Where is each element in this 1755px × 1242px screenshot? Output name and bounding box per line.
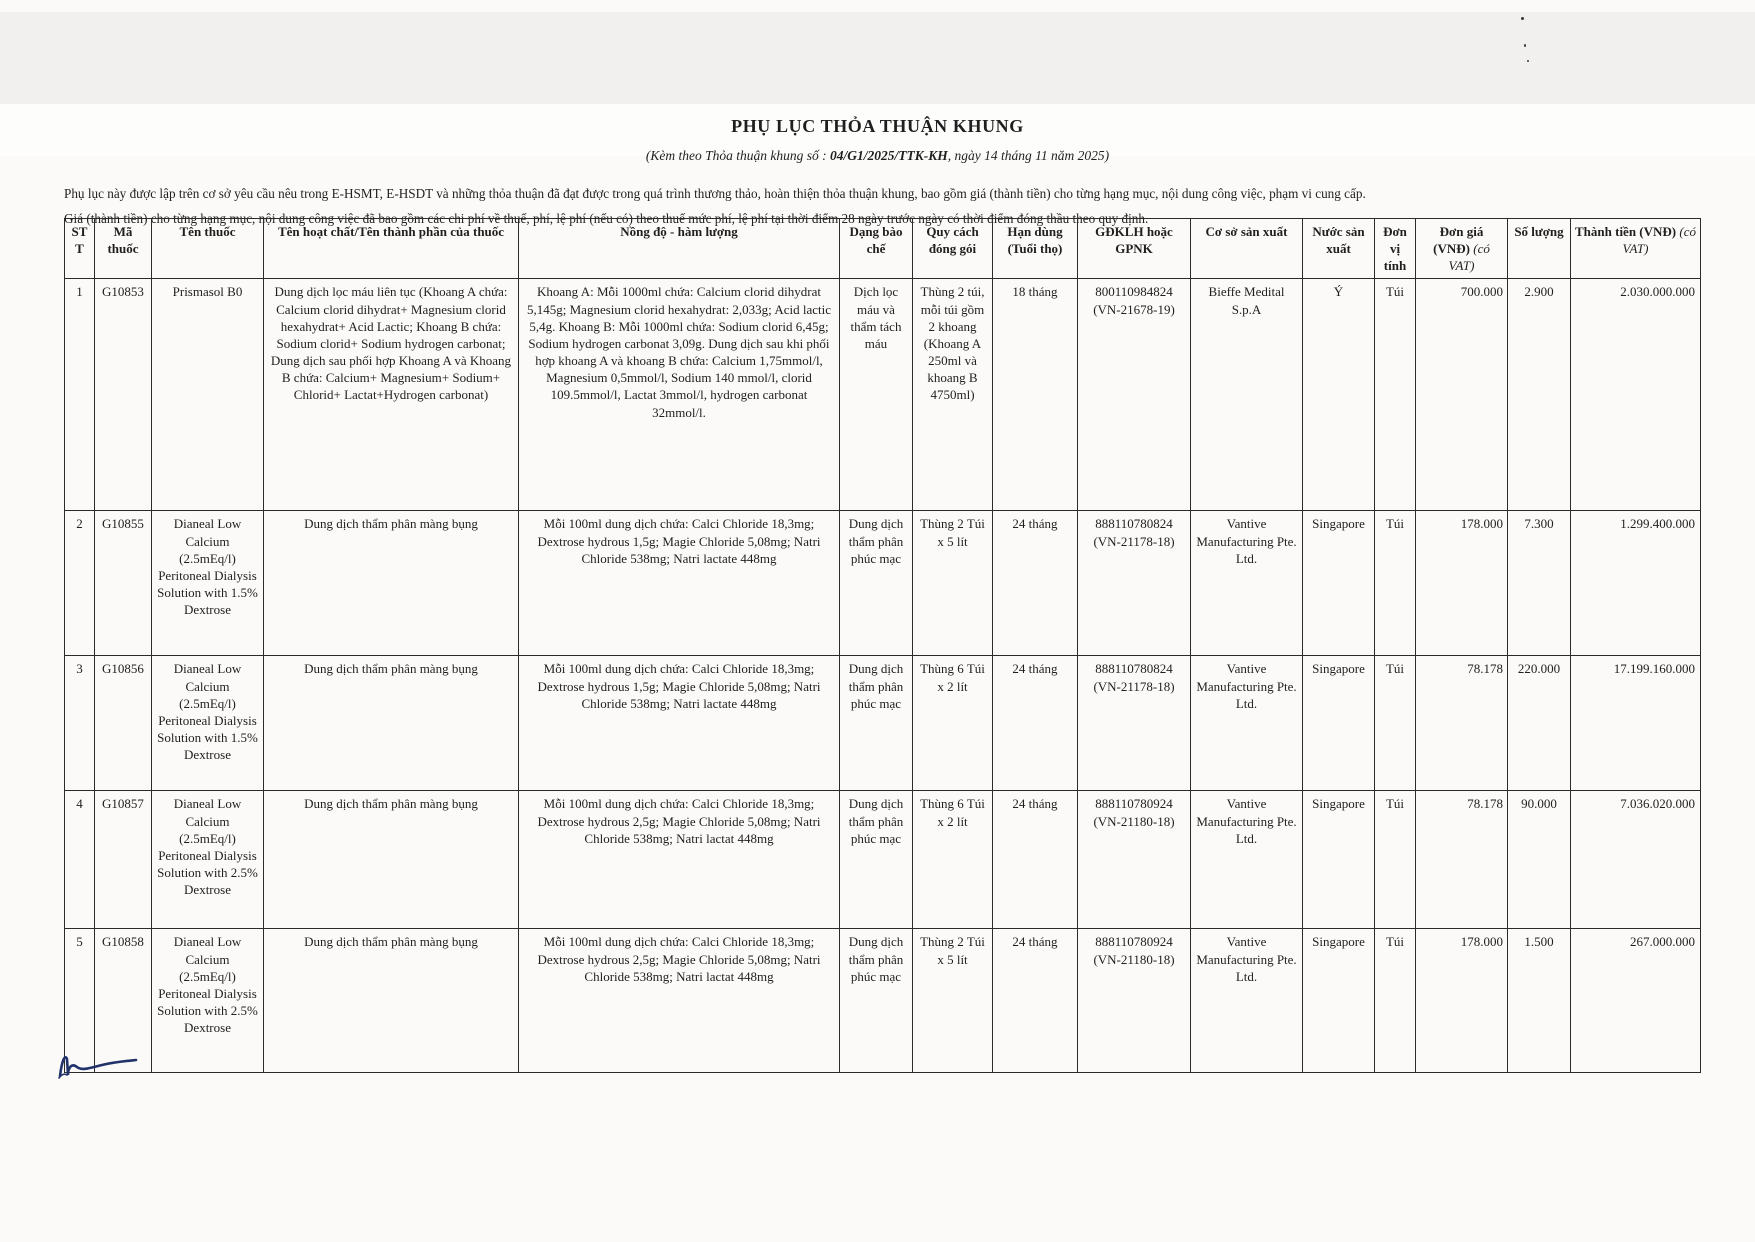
cell-nong-do: Mỗi 100ml dung dịch chứa: Calci Chloride 18,3mg; Dextrose hydrous 1,5g; Magie Chloride 5,08mg; Natri Chloride 538mg; Natri lactate 448mg xyxy=(519,511,840,656)
cell-gdklh-gpnk: 800110984824 (VN-21678-19) xyxy=(1078,279,1191,511)
cell-ma-thuoc: G10857 xyxy=(95,791,152,929)
column-header-label: Cơ sở sản xuất xyxy=(1205,224,1288,239)
column-header-label: Quy cách đóng gói xyxy=(926,224,979,257)
cell-nong-do: Mỗi 100ml dung dịch chứa: Calci Chloride 18,3mg; Dextrose hydrous 2,5g; Magie Chloride 5,08mg; Natri Chloride 538mg; Natri lactat 448mg xyxy=(519,929,840,1073)
cell-hoat-chat: Dung dịch thẩm phân màng bụng xyxy=(264,791,519,929)
cell-dang-bao-che: Dung dịch thẩm phân phúc mạc xyxy=(840,929,913,1073)
scan-artifact-band xyxy=(0,12,1755,104)
cell-quy-cach-dong-goi: Thùng 2 túi, mỗi túi gồm 2 khoang (Khoang A 250ml và khoang B 4750ml) xyxy=(913,279,993,511)
cell-nuoc-san-xuat: Ý xyxy=(1303,279,1375,511)
cell-ma-thuoc: G10853 xyxy=(95,279,152,511)
cell-co-so-san-xuat: Vantive Manufacturing Pte. Ltd. xyxy=(1191,929,1303,1073)
cell-stt: 1 xyxy=(65,279,95,511)
column-header-han-dung xyxy=(993,219,1078,279)
column-header-label: Đơn giá (VNĐ) xyxy=(1433,224,1484,257)
cell-nong-do: Mỗi 100ml dung dịch chứa: Calci Chloride 18,3mg; Dextrose hydrous 1,5g; Magie Chloride 5,08mg; Natri Chloride 538mg; Natri lactate 448mg xyxy=(519,656,840,791)
cell-ten-thuoc: Dianeal Low Calcium (2.5mEq/l) Peritoneal Dialysis Solution with 1.5% Dextrose xyxy=(152,511,264,656)
column-header-label: Tên hoạt chất/Tên thành phần của thuốc xyxy=(277,224,505,239)
cell-ten-thuoc: Prismasol B0 xyxy=(152,279,264,511)
cell-gdklh-gpnk: 888110780824 (VN-21178-18) xyxy=(1078,656,1191,791)
cell-ma-thuoc: G10856 xyxy=(95,656,152,791)
cell-nong-do: Mỗi 100ml dung dịch chứa: Calci Chloride 18,3mg; Dextrose hydrous 2,5g; Magie Chloride 5,08mg; Natri Chloride 538mg; Natri lactat 448mg xyxy=(519,791,840,929)
cell-nuoc-san-xuat: Singapore xyxy=(1303,791,1375,929)
table-row xyxy=(65,656,1701,791)
cell-co-so-san-xuat: Bieffe Medital S.p.A xyxy=(1191,279,1303,511)
column-header-label: Đơn vị tính xyxy=(1383,224,1407,274)
column-header-sublabel: (có VAT) xyxy=(1622,224,1696,257)
column-header-don-vi-tinh xyxy=(1375,219,1416,279)
cell-han-dung: 18 tháng xyxy=(993,279,1078,511)
cell-dang-bao-che: Dịch lọc máu và thẩm tách máu xyxy=(840,279,913,511)
column-header-label: Tên thuốc xyxy=(179,224,236,239)
subtitle-suffix: , ngày 14 tháng 11 năm 2025) xyxy=(947,148,1110,163)
column-header-thanh-tien xyxy=(1571,219,1701,279)
cell-hoat-chat: Dung dịch thẩm phân màng bụng xyxy=(264,511,519,656)
cell-so-luong: 7.300 xyxy=(1508,511,1571,656)
cell-ma-thuoc: G10855 xyxy=(95,511,152,656)
cell-han-dung: 24 tháng xyxy=(993,511,1078,656)
page-title: PHỤ LỤC THỎA THUẬN KHUNG xyxy=(731,116,1024,136)
cell-thanh-tien: 2.030.000.000 xyxy=(1571,279,1701,511)
table-row xyxy=(65,929,1701,1073)
column-header-hoat-chat xyxy=(264,219,519,279)
cell-gdklh-gpnk: 888110780824 (VN-21178-18) xyxy=(1078,511,1191,656)
column-header-sublabel: (có VAT) xyxy=(1448,241,1490,274)
column-header-co-so-san-xuat xyxy=(1191,219,1303,279)
cell-ten-thuoc: Dianeal Low Calcium (2.5mEq/l) Peritoneal Dialysis Solution with 1.5% Dextrose xyxy=(152,656,264,791)
cell-han-dung: 24 tháng xyxy=(993,656,1078,791)
column-header-dang-bao-che xyxy=(840,219,913,279)
cell-nong-do: Khoang A: Mỗi 1000ml chứa: Calcium clorid dihydrat 5,145g; Magnesium clorid hexahydrat: 2,033g; Acid lactic 5,4g. Khoang B: Mỗi 1000ml chứa: Sodium clorid 6,45g; Sodium hydrogen carbonat 3,09g. Dung dịch sau khi phối hợp khoang A và khoang B chứa: Calcium 1,75mmol/l, Magnesium 0,5mmol/l, Sodium 140 mmol/l, clorid 109.5mmol/l, Lactat 3mmol/l, hydrogen carbonat 32mmol/l. xyxy=(519,279,840,511)
cell-gdklh-gpnk: 888110780924 (VN-21180-18) xyxy=(1078,791,1191,929)
cell-thanh-tien: 267.000.000 xyxy=(1571,929,1701,1073)
document-subtitle xyxy=(0,148,1755,164)
handwritten-signature-ink xyxy=(52,1042,142,1088)
cell-so-luong: 2.900 xyxy=(1508,279,1571,511)
cell-ten-thuoc: Dianeal Low Calcium (2.5mEq/l) Peritoneal Dialysis Solution with 2.5% Dextrose xyxy=(152,791,264,929)
cell-don-vi-tinh: Túi xyxy=(1375,656,1416,791)
cell-dang-bao-che: Dung dịch thẩm phân phúc mạc xyxy=(840,791,913,929)
cell-nuoc-san-xuat: Singapore xyxy=(1303,929,1375,1073)
table-row xyxy=(65,511,1701,656)
column-header-don-gia xyxy=(1416,219,1508,279)
table-row xyxy=(65,279,1701,511)
scan-speck xyxy=(1524,44,1526,47)
cell-don-vi-tinh: Túi xyxy=(1375,511,1416,656)
cell-stt: 2 xyxy=(65,511,95,656)
table-row xyxy=(65,791,1701,929)
intro-line-2: Giá (thành tiền) cho từng hạng mục, nội dung công việc đã bao gồm các chi phí về thuế, phí, lệ phí (nếu có) theo thuế mức phí, lệ phí tại thời điểm 28 ngày trước ngày có thời điểm đóng thầu theo quy định. xyxy=(64,211,1149,226)
cell-thanh-tien: 17.199.160.000 xyxy=(1571,656,1701,791)
cell-co-so-san-xuat: Vantive Manufacturing Pte. Ltd. xyxy=(1191,511,1303,656)
cell-don-gia: 178.000 xyxy=(1416,511,1508,656)
table-header-row xyxy=(65,219,1701,279)
cell-don-gia: 78.178 xyxy=(1416,791,1508,929)
cell-dang-bao-che: Dung dịch thẩm phân phúc mạc xyxy=(840,511,913,656)
column-header-label: STT xyxy=(71,224,88,257)
intro-line-1: Phụ lục này được lập trên cơ sở yêu cầu nêu trong E-HSMT, E-HSDT và những thỏa thuận đã đạt được trong quá trình thương thảo, hoàn thiện thỏa thuận khung, bao gồm giá (thành tiền) cho từng hạng mục, nội dung công việc, phạm vi cung cấp. xyxy=(64,186,1366,201)
column-header-ten-thuoc xyxy=(152,219,264,279)
column-header-stt xyxy=(65,219,95,279)
cell-han-dung: 24 tháng xyxy=(993,791,1078,929)
scan-speck xyxy=(1527,60,1529,62)
cell-ma-thuoc: G10858 xyxy=(95,929,152,1073)
cell-hoat-chat: Dung dịch thẩm phân màng bụng xyxy=(264,656,519,791)
cell-co-so-san-xuat: Vantive Manufacturing Pte. Ltd. xyxy=(1191,656,1303,791)
cell-don-gia: 78.178 xyxy=(1416,656,1508,791)
cell-ten-thuoc: Dianeal Low Calcium (2.5mEq/l) Peritoneal Dialysis Solution with 2.5% Dextrose xyxy=(152,929,264,1073)
drug-list-table xyxy=(64,218,1701,1073)
cell-co-so-san-xuat: Vantive Manufacturing Pte. Ltd. xyxy=(1191,791,1303,929)
column-header-quy-cach-dong-goi xyxy=(913,219,993,279)
column-header-ma-thuoc xyxy=(95,219,152,279)
cell-gdklh-gpnk: 888110780924 (VN-21180-18) xyxy=(1078,929,1191,1073)
cell-don-vi-tinh: Túi xyxy=(1375,929,1416,1073)
cell-hoat-chat: Dung dịch thẩm phân màng bụng xyxy=(264,929,519,1073)
cell-quy-cach-dong-goi: Thùng 6 Túi x 2 lít xyxy=(913,791,993,929)
cell-don-gia: 178.000 xyxy=(1416,929,1508,1073)
cell-quy-cach-dong-goi: Thùng 6 Túi x 2 lít xyxy=(913,656,993,791)
cell-dang-bao-che: Dung dịch thẩm phân phúc mạc xyxy=(840,656,913,791)
cell-hoat-chat: Dung dịch lọc máu liên tục (Khoang A chứa: Calcium clorid dihydrat+ Magnesium clorid hexahydrat+ Acid Lactic; Khoang B chứa: Sodium clorid+ Sodium hydrogen carbonat; Dung dịch sau phối hợp Khoang A và Khoang B chứa: Calcium+ Magnesium+ Sodium+ Chlorid+ Lactat+Hydrogen carbonat) xyxy=(264,279,519,511)
column-header-label: Số lượng xyxy=(1514,224,1564,239)
column-header-gdklh-gpnk xyxy=(1078,219,1191,279)
column-header-label: Hạn dùng (Tuổi thọ) xyxy=(1007,224,1063,257)
column-header-nuoc-san-xuat xyxy=(1303,219,1375,279)
cell-nuoc-san-xuat: Singapore xyxy=(1303,511,1375,656)
column-header-label: Mã thuốc xyxy=(107,224,139,257)
column-header-label: Nồng độ - hàm lượng xyxy=(620,224,738,239)
column-header-label: Dạng bào chế xyxy=(849,224,903,257)
cell-thanh-tien: 1.299.400.000 xyxy=(1571,511,1701,656)
cell-stt: 3 xyxy=(65,656,95,791)
cell-quy-cach-dong-goi: Thùng 2 Túi x 5 lít xyxy=(913,929,993,1073)
cell-don-vi-tinh: Túi xyxy=(1375,791,1416,929)
cell-so-luong: 220.000 xyxy=(1508,656,1571,791)
cell-quy-cach-dong-goi: Thùng 2 Túi x 5 lít xyxy=(913,511,993,656)
cell-stt: 5 xyxy=(65,929,95,1073)
cell-so-luong: 1.500 xyxy=(1508,929,1571,1073)
cell-nuoc-san-xuat: Singapore xyxy=(1303,656,1375,791)
scan-speck xyxy=(1521,17,1524,20)
cell-han-dung: 24 tháng xyxy=(993,929,1078,1073)
column-header-label: GĐKLH hoặc GPNK xyxy=(1095,224,1173,257)
column-header-label: Nước sản xuất xyxy=(1312,224,1365,257)
cell-thanh-tien: 7.036.020.000 xyxy=(1571,791,1701,929)
agreement-number: 04/G1/2025/TTK-KH xyxy=(829,148,948,163)
subtitle-prefix: (Kèm theo Thỏa thuận khung số : xyxy=(645,148,830,163)
column-header-so-luong xyxy=(1508,219,1571,279)
cell-stt: 4 xyxy=(65,791,95,929)
column-header-label: Thành tiền (VNĐ) xyxy=(1575,224,1677,239)
column-header-nong-do xyxy=(519,219,840,279)
cell-don-vi-tinh: Túi xyxy=(1375,279,1416,511)
cell-don-gia: 700.000 xyxy=(1416,279,1508,511)
cell-so-luong: 90.000 xyxy=(1508,791,1571,929)
